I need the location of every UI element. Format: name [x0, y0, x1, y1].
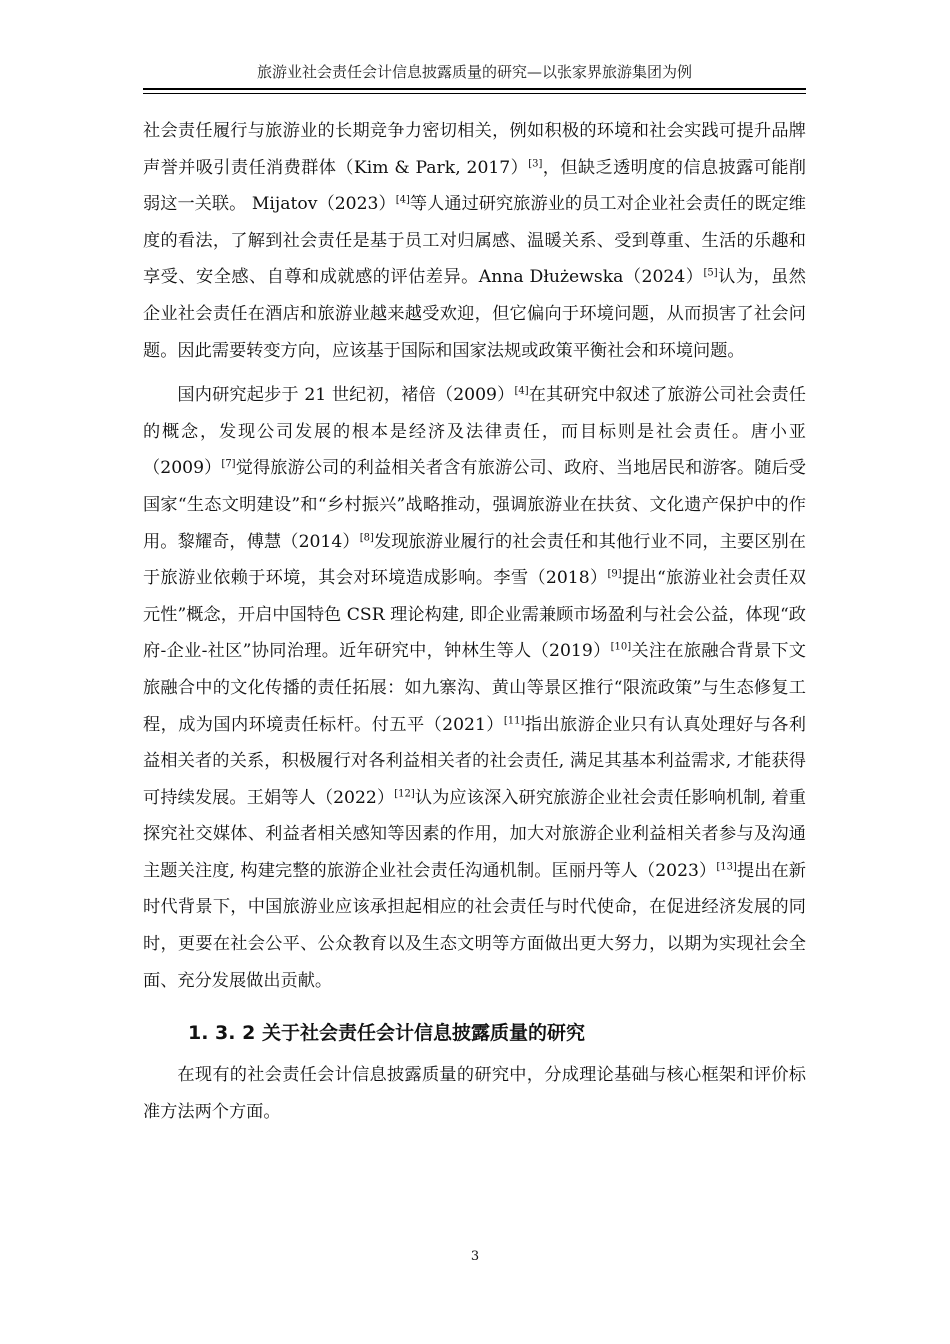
- citation-marker: [13]: [716, 861, 737, 873]
- body-paragraph: [143, 113, 806, 369]
- citation-marker: [8]: [359, 531, 374, 543]
- page-number: 3: [470, 1249, 480, 1264]
- citation-marker: [9]: [607, 568, 622, 580]
- citation-marker: [11]: [503, 714, 525, 726]
- segment-text: 提出“旅游业社会责任双元性”概念，开启中国特色 CSR 理论构建, 即企业需兼顾市场盈利与社会公益，体现“政府-企业-社区”协同治理。近年研究中，钟林生等人（2019）: [143, 568, 806, 662]
- citation-marker: [12]: [394, 787, 415, 799]
- citation-marker: [10]: [610, 641, 632, 653]
- segment-text: 等人通过研究旅游业的员工对企业社会责任的既定维度的看法，了解到社会责任是基于员工对归属感、温暖关系、受到尊重、生活的乐趣和享受、安全感、自尊和成就感的评估差异。Anna Dłużewska（2024）: [143, 194, 806, 288]
- citation-marker: [5]: [703, 267, 718, 279]
- segment-text: 认为应该深入研究旅游企业社会责任影响机制, 着重探究社交媒体、利益者相关感知等因素的作用，加大对旅游企业利益相关者参与及沟通主题关注度, 构建完整的旅游企业社会责任沟通机制。匡丽丹等人（2023）: [143, 787, 806, 881]
- segment-text: 关注在旅融合背景下文旅融合中的文化传播的责任拓展：如九寨沟、黄山等景区推行“限流政策”与生态修复工程，成为国内环境责任标杆。付五平（2021）: [143, 641, 806, 735]
- segment-text: 在其研究中叙述了旅游公司社会责任的概念，发现公司发展的根本是经济及法律责任，而目标则是社会责任。唐小亚（2009）: [143, 385, 806, 479]
- header-rule-thick: [143, 88, 806, 90]
- body-content: [143, 113, 806, 1130]
- running-header: 旅游业社会责任会计信息披露质量的研究—以张家界旅游集团为例: [256, 63, 692, 81]
- segment-text: 发现旅游业履行的社会责任和其他行业不同，主要区别在于旅游业依赖于环境，其会对环境造成影响。李雪（2018）: [143, 531, 806, 589]
- paragraph-container: [143, 113, 806, 999]
- citation-marker: [7]: [221, 458, 236, 470]
- text-segment: [177, 385, 528, 405]
- citation-marker: [4]: [395, 194, 410, 206]
- segment-text: 觉得旅游公司的利益相关者含有旅游公司、政府、当地居民和游客。随后受国家“生态文明建设”和“乡村振兴”战略推动，强调旅游业在扶贫、文化遗产保护中的作用。黎耀奇，傅慧（2014）: [143, 458, 806, 552]
- citation-marker: [3]: [528, 157, 543, 169]
- segment-text: 国内研究起步于 21 世纪初，褚倍（2009）: [177, 385, 515, 406]
- section-paragraph: 在现有的社会责任会计信息披露质量的研究中，分成理论基础与核心框架和评价标准方法两个方面。: [143, 1065, 806, 1122]
- header-rule-thin: [143, 93, 806, 94]
- segment-text: 认为，虽然企业社会责任在酒店和旅游业越来越受欢迎，但它偏向于环境问题，从而损害了社会问题。因此需要转变方向，应该基于国际和国家法规或政策平衡社会和环境问题。: [143, 267, 806, 361]
- segment-text: 指出旅游企业只有认真处理好与各利益相关者的关系，积极履行对各利益相关者的社会责任, 满足其基本利益需求, 才能获得可持续发展。王娟等人（2022）: [143, 714, 806, 808]
- segment-text: ，但缺乏透明度的信息披露可能削弱这一关联。 Mijatov（2023）: [143, 157, 806, 215]
- citation-marker: [4]: [514, 385, 529, 397]
- body-paragraph: [143, 377, 806, 999]
- section-heading: 1. 3. 2 关于社会责任会计信息披露质量的研究: [188, 1022, 585, 1045]
- segment-text: 提出在新时代背景下，中国旅游业应该承担起相应的社会责任与时代使命，在促进经济发展的同时，更要在社会公平、公众教育以及生态文明等方面做出更大努力，以期为实现社会全面、充分发展做出贡献。: [143, 860, 806, 991]
- segment-text: 社会责任履行与旅游业的长期竞争力密切相关，例如积极的环境和社会实践可提升品牌声誉并吸引责任消费群体（Kim & Park, 2017）: [143, 121, 806, 178]
